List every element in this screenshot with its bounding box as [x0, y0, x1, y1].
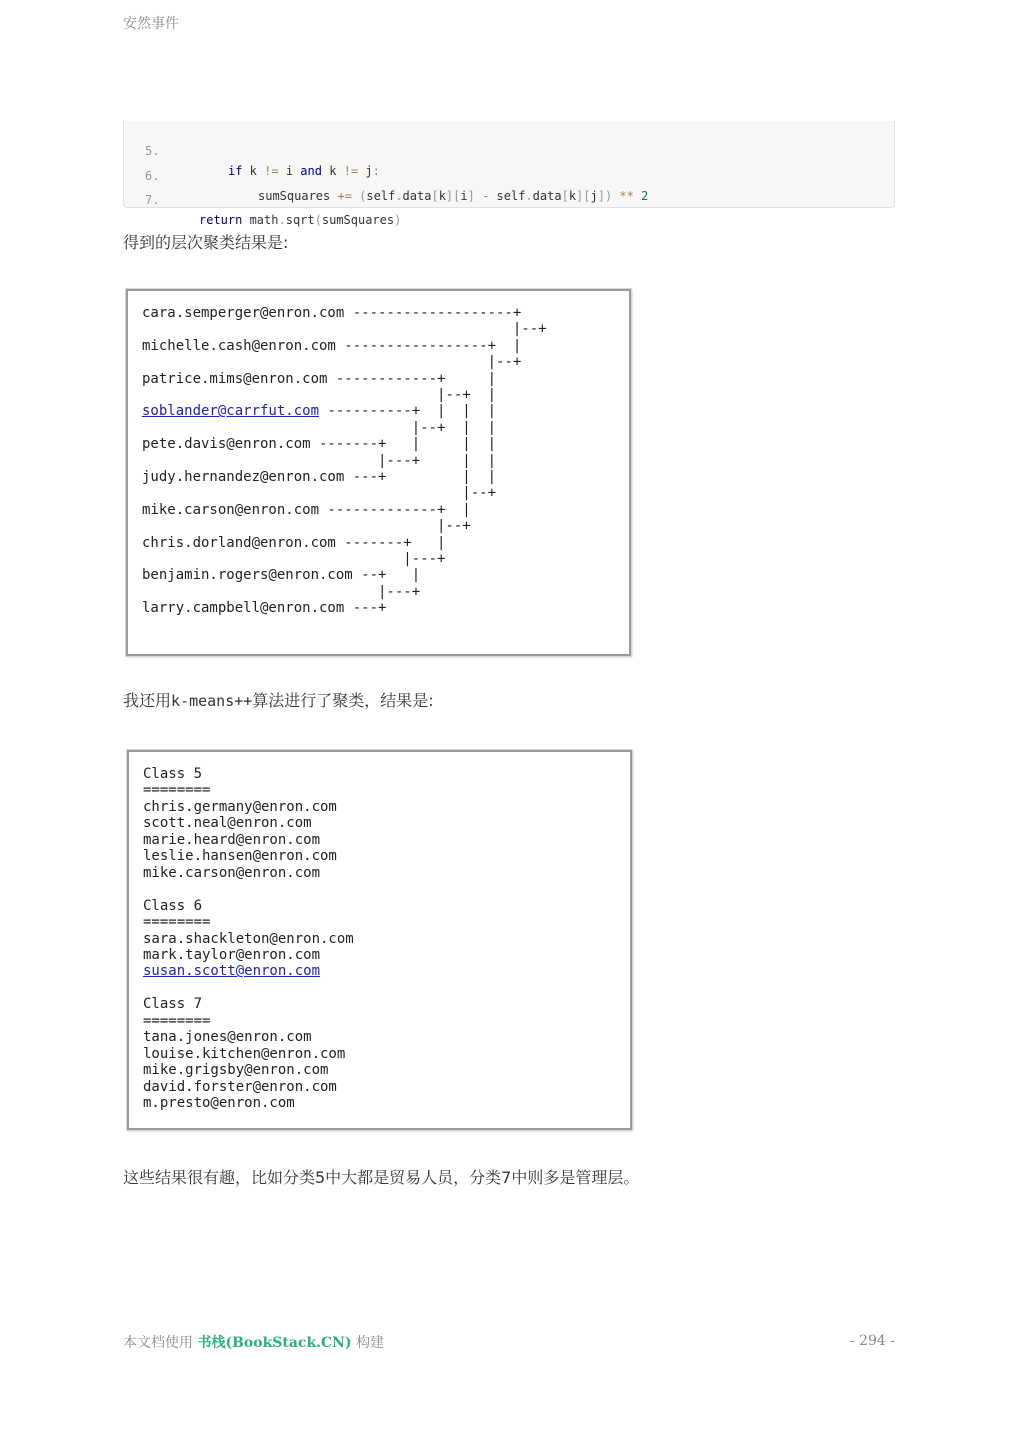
email-link[interactable]: susan.scott@enron.com: [143, 963, 321, 980]
code-token: .: [278, 213, 286, 227]
code-text: [199, 210, 401, 230]
kmeans-result-figure: [127, 750, 632, 1130]
code-token: ): [394, 213, 402, 227]
code-token: (: [314, 213, 322, 227]
dendrogram-line: |--+: [142, 485, 497, 502]
footer-prefix: 本文档使用: [123, 1335, 193, 1351]
kmeans-line: Class 5: [143, 766, 203, 782]
code-token: j: [358, 164, 373, 178]
code-token: j: [590, 189, 598, 203]
dendrogram-line: pete.davis@enron.com -------+ | | |: [142, 436, 497, 453]
code-token: sqrt: [285, 213, 315, 227]
code-token: if: [228, 164, 243, 178]
footer-suffix: 构建: [356, 1335, 385, 1351]
dendrogram-line: |---+ | |: [142, 452, 497, 469]
kmeans-line: david.forster@enron.com: [143, 1078, 337, 1095]
kmeans-line: m.presto@enron.com: [143, 1095, 295, 1111]
kmeans-line: Class 6: [143, 897, 203, 914]
dendrogram-line: |--+ | |: [142, 419, 497, 436]
code-token: [475, 189, 482, 203]
kmeans-line: ========: [143, 914, 211, 931]
code-token: [: [561, 189, 569, 203]
dendrogram-line: |---+: [142, 551, 446, 567]
code-token: .: [525, 189, 533, 203]
line-number: 6.: [145, 169, 160, 183]
code-token: (: [359, 189, 367, 203]
code-token: **: [619, 189, 634, 203]
dendrogram-line: chris.dorland@enron.com -------+ |: [142, 534, 446, 551]
code-token: ][: [445, 189, 461, 203]
code-token: -: [482, 189, 490, 203]
dendrogram-line: |--+: [142, 354, 522, 371]
code-token: k: [568, 189, 577, 203]
kmeans-line: chris.germany@enron.com: [143, 798, 337, 815]
footer-credit: [123, 1332, 384, 1352]
code-token: ][: [576, 189, 591, 203]
line-number: 5.: [145, 144, 160, 158]
code-token: [: [431, 189, 439, 203]
conclusion-text: 这些结果很有趣，比如分类5中大都是贸易人员，分类7中则多是管理层。: [123, 1168, 640, 1187]
dendrogram-line: larry.campbell@enron.com ---+: [142, 600, 387, 617]
dendrogram-line: michelle.cash@enron.com -----------------+ |: [142, 337, 522, 354]
code-token: sumSquares: [321, 213, 395, 227]
kmeans-algorithm-name: k-means++: [171, 692, 253, 710]
dendrogram-line: benjamin.rogers@enron.com --+ |: [142, 567, 421, 584]
kmeans-line: mike.grigsby@enron.com: [143, 1062, 329, 1079]
kmeans-intro-suffix: 算法进行了聚类，结果是:: [252, 691, 434, 710]
code-token: math: [242, 213, 279, 227]
code-token: !=: [343, 164, 359, 178]
code-token: self: [366, 189, 396, 203]
dendrogram-line: cara.semperger@enron.com -------------------+: [142, 305, 522, 321]
dendrogram-line: patrice.mims@enron.com ------------+ |: [142, 370, 497, 387]
kmeans-line: Class 7: [143, 996, 203, 1013]
code-token: k: [438, 189, 446, 203]
email-link[interactable]: soblander@carrfut.com: [142, 403, 320, 420]
code-token: sumSquares: [258, 189, 338, 203]
page-number: - 294 -: [849, 1333, 895, 1349]
kmeans-line: mark.taylor@enron.com: [143, 946, 321, 963]
code-line: [124, 121, 380, 178]
footer-brand-link[interactable]: 书栈(BookStack.CN): [197, 1335, 352, 1351]
code-token: .: [395, 189, 403, 203]
code-token: k: [242, 164, 265, 178]
dendrogram-line: soblander@carrfut.com ----------+ | | |: [142, 403, 497, 420]
hierarchical-intro-text: 得到的层次聚类结果是:: [123, 233, 289, 252]
kmeans-line: ========: [143, 782, 211, 799]
kmeans-intro-text: [123, 688, 434, 711]
kmeans-line: ========: [143, 1012, 211, 1029]
code-token: +=: [337, 189, 352, 203]
kmeans-intro-prefix: 我还用: [123, 691, 172, 710]
dendrogram-line: |---+: [142, 583, 421, 600]
kmeans-line: tana.jones@enron.com: [143, 1029, 312, 1046]
code-token: and: [300, 164, 322, 178]
code-token: return: [199, 213, 243, 227]
dendrogram-line: |--+ |: [142, 387, 497, 403]
code-token: 2: [641, 189, 649, 203]
dendrogram-line: judy.hernandez@enron.com ---+ | |: [142, 469, 497, 485]
kmeans-line: leslie.hansen@enron.com: [143, 848, 337, 865]
code-token: i: [460, 189, 468, 203]
kmeans-line: louise.kitchen@enron.com: [143, 1045, 346, 1062]
kmeans-line: [143, 963, 320, 980]
kmeans-line: sara.shackleton@enron.com: [143, 930, 354, 947]
code-token: !=: [264, 164, 279, 178]
dendrogram-figure: [126, 289, 631, 656]
code-token: ]): [597, 189, 613, 203]
code-token: data: [402, 189, 432, 203]
line-number: 7.: [145, 193, 160, 207]
code-token: i: [278, 164, 301, 178]
kmeans-line: scott.neal@enron.com: [143, 815, 312, 832]
code-token: data: [532, 189, 562, 203]
kmeans-line: marie.heard@enron.com: [143, 831, 321, 848]
code-block: [123, 121, 895, 227]
dendrogram-line: |--+: [142, 518, 471, 535]
code-text: [258, 186, 648, 206]
code-token: :: [372, 164, 380, 178]
page-header-title: 安然事件: [123, 16, 179, 32]
code-token: self: [489, 189, 526, 203]
dendrogram-line: |--+: [142, 321, 547, 338]
code-token: k: [321, 164, 344, 178]
code-token: ]: [467, 189, 475, 203]
dendrogram-line: mike.carson@enron.com -------------+ |: [142, 501, 471, 518]
code-text: [228, 161, 380, 181]
kmeans-line: mike.carson@enron.com: [143, 864, 321, 881]
